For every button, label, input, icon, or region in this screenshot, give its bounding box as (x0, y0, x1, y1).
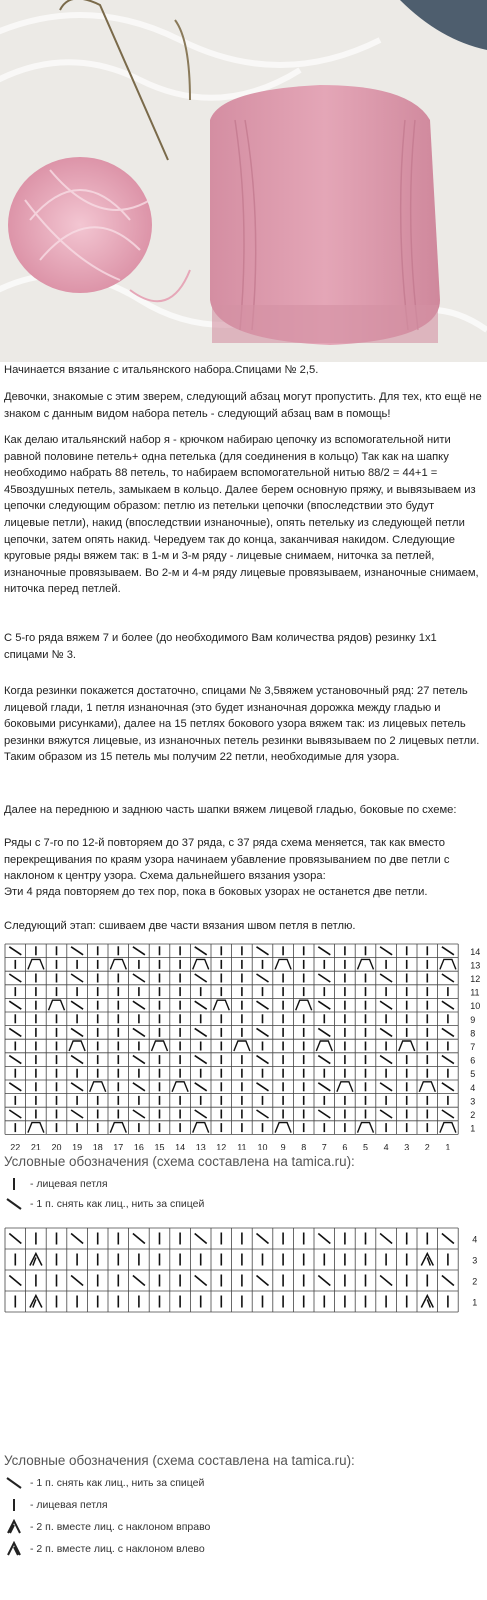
cross-stitch-mark (110, 959, 126, 969)
slip-stitch-mark (133, 1028, 145, 1036)
col-label: 8 (301, 1142, 307, 1150)
slip-stitch-mark (71, 1056, 83, 1064)
knit-stitch-icon (4, 1176, 24, 1192)
knitting-chart-main (0, 940, 487, 1150)
slip-stitch-mark (442, 1110, 454, 1118)
row-label: 4 (470, 1082, 476, 1093)
slip-stitch-mark (71, 1083, 83, 1091)
slip-stitch-mark (9, 1276, 21, 1286)
cross-stitch-mark (440, 1123, 456, 1133)
cross-stitch-mark (172, 1082, 188, 1092)
row-label: 4 (472, 1234, 478, 1245)
row-label: 8 (470, 1028, 476, 1039)
legend-label: - 2 п. вместе лиц. с наклоном влево (30, 1543, 205, 1555)
slip-stitch-mark (380, 947, 392, 955)
slip-stitch-mark (318, 1056, 330, 1064)
col-label: 22 (10, 1142, 21, 1150)
col-label: 18 (92, 1142, 103, 1150)
slip-stitch-mark (442, 1028, 454, 1036)
cross-stitch-mark (337, 1082, 353, 1092)
k2tog-mark (30, 1296, 42, 1308)
slip-stitch-mark (257, 1001, 269, 1009)
slip-stitch-mark (318, 947, 330, 955)
legend-label: - лицевая петля (30, 1499, 108, 1511)
legend-item-k2tog-left (4, 1541, 205, 1557)
legend-label: - 2 п. вместе лиц. с наклоном вправо (30, 1521, 211, 1533)
knitting-chart-decrease (0, 1222, 487, 1322)
slip-stitch-mark (71, 1276, 83, 1286)
row-label: 3 (472, 1255, 478, 1266)
col-label: 5 (362, 1142, 369, 1150)
cross-stitch-mark (234, 1041, 250, 1051)
slip-stitch-mark (442, 947, 454, 955)
slip-stitch-mark (318, 1276, 330, 1286)
col-label: 17 (113, 1142, 124, 1150)
slip-stitch-mark (195, 1083, 207, 1091)
paragraph-italian-cast-on: Как делаю итальянский набор я - крючком набираю цепочку из вспомогательной нити равной половине петель+ одна петелька (для соединения в кольцо) Так как на шапку необходимо набрать 88 петель, то набираем вспомогательной нитью 88/2 = 44+1 = 45воздушных петель, замыкаем в кольцо. Далее берем основную пряжу, и вывязываем из цепочки следующим образом: петлю из петельки цепочки (впоследствии это будут лицевые петли), накид (впоследствии изнаночные), опять петельку из следующей петли цепочки, затем опять накид. Чередуем так до конца, заканчивая накидом. Следующие круговые ряды вяжем так: в 1-м и 3-м ряду - лицевые снимаем, ниточка за петлей, изнаночные провязываем. Во 2-м и 4-м ряду лицевые провязываем, изнаночные снимаем, ниточка перед петлей. (4, 434, 479, 596)
slip-stitch-mark (133, 1083, 145, 1091)
col-label: 15 (154, 1142, 165, 1150)
slip-stitch-mark (257, 1083, 269, 1091)
slip-stitch-mark (257, 1110, 269, 1118)
slip-stitch-mark (195, 1276, 207, 1286)
k2tog-left-icon (4, 1541, 24, 1557)
slip-stitch-mark (71, 1001, 83, 1009)
paragraph-repeat: Эти 4 ряда повторяем до тех пор, пока в боковых узорах не останется две петли. (4, 886, 428, 898)
row-label: 3 (470, 1096, 476, 1107)
slip-stitch-mark (133, 1110, 145, 1118)
col-label: 2 (424, 1142, 430, 1150)
slip-stitch-mark (71, 974, 83, 982)
paragraph-next-step: Следующий этап: сшиваем две части вязания швом петля в петлю. (4, 920, 356, 932)
slip-stitch-mark (133, 1001, 145, 1009)
row-label: 5 (470, 1069, 476, 1080)
cross-stitch-mark (28, 959, 44, 969)
cross-stitch-mark (49, 1000, 65, 1010)
slip-stitch-icon (4, 1475, 24, 1491)
legend-item-slip (4, 1196, 204, 1212)
slip-stitch-mark (380, 1234, 392, 1244)
row-label: 2 (470, 1110, 476, 1120)
paragraph-note: Девочки, знакомые с этим зверем, следующий абзац могут пропустить. Для тех, кто ещё не знаком с данным видом набора петель - следующий абзац вам в помощь! (4, 391, 482, 420)
slip-stitch-mark (318, 1234, 330, 1244)
cross-stitch-mark (275, 959, 291, 969)
row-label: 1 (470, 1123, 476, 1134)
row-label: 9 (470, 1014, 476, 1025)
slip-stitch-mark (9, 1083, 21, 1091)
legend-label: - лицевая петля (30, 1178, 108, 1190)
col-label: 10 (257, 1142, 268, 1150)
row-label: 1 (472, 1297, 478, 1308)
paragraph-intro: Начинается вязание с итальянского набора.Спицами № 2,5. (4, 364, 319, 376)
slip-stitch-mark (195, 1001, 207, 1009)
legend-label: - 1 п. снять как лиц., нить за спицей (30, 1477, 205, 1489)
paragraph-scheme-intro: Далее на переднюю и заднюю часть шапки вяжем лицевой гладью, боковые по схеме: (4, 804, 457, 816)
slip-stitch-mark (257, 947, 269, 955)
cross-stitch-mark (110, 1123, 126, 1133)
slip-stitch-mark (380, 1056, 392, 1064)
slip-stitch-mark (380, 1028, 392, 1036)
slip-stitch-mark (318, 974, 330, 982)
slip-stitch-mark (195, 1056, 207, 1064)
chart-grid (5, 1228, 458, 1312)
slip-stitch-mark (318, 1001, 330, 1009)
col-label: 7 (321, 1142, 327, 1150)
slip-stitch-mark (9, 974, 21, 982)
row-label: 2 (472, 1276, 478, 1287)
col-label: 4 (383, 1142, 389, 1150)
slip-stitch-mark (71, 1028, 83, 1036)
slip-stitch-mark (380, 1001, 392, 1009)
chart-grid (5, 944, 458, 1134)
slip-stitch-icon (4, 1196, 24, 1212)
k2tog-mark (421, 1254, 433, 1266)
slip-stitch-mark (9, 1028, 21, 1036)
col-label: 13 (195, 1142, 206, 1150)
cross-stitch-mark (213, 1000, 229, 1010)
slip-stitch-mark (133, 947, 145, 955)
slip-stitch-mark (257, 1028, 269, 1036)
legend-title-2: Условные обозначения (схема составлена на tamica.ru): (4, 1453, 355, 1468)
slip-stitch-mark (9, 1110, 21, 1118)
slip-stitch-mark (133, 974, 145, 982)
slip-stitch-mark (9, 1001, 21, 1009)
slip-stitch-mark (442, 1056, 454, 1064)
hat-photo (0, 0, 487, 362)
col-label: 1 (445, 1142, 451, 1150)
slip-stitch-mark (9, 947, 21, 955)
row-label: 6 (470, 1055, 476, 1066)
slip-stitch-mark (380, 974, 392, 982)
k2tog-mark (421, 1296, 433, 1308)
slip-stitch-mark (71, 947, 83, 955)
legend-title: Условные обозначения (схема составлена на tamica.ru): (4, 1154, 355, 1169)
legend-item-slip (4, 1475, 204, 1491)
cross-stitch-mark (296, 1000, 312, 1010)
col-label: 9 (280, 1142, 286, 1150)
legend-item-k2tog-right (4, 1519, 210, 1535)
col-label: 14 (175, 1142, 186, 1150)
cross-stitch-mark (399, 1041, 415, 1051)
legend-label: - 1 п. снять как лиц., нить за спицей (30, 1198, 205, 1210)
row-label: 12 (470, 974, 481, 984)
slip-stitch-mark (9, 1056, 21, 1064)
slip-stitch-mark (442, 1276, 454, 1286)
col-label: 19 (72, 1142, 83, 1150)
k2tog-right-icon (4, 1519, 24, 1535)
cross-stitch-mark (193, 1123, 209, 1133)
legend-item-knit (4, 1497, 108, 1513)
slip-stitch-mark (71, 1234, 83, 1244)
legend-item-knit (4, 1176, 108, 1192)
cross-stitch-mark (358, 959, 374, 969)
slip-stitch-mark (442, 1001, 454, 1009)
col-label: 11 (237, 1142, 247, 1150)
slip-stitch-mark (257, 974, 269, 982)
knit-stitch-icon (4, 1497, 24, 1513)
row-label: 14 (470, 946, 481, 957)
slip-stitch-mark (133, 1056, 145, 1064)
k2tog-mark (30, 1254, 42, 1266)
paragraph-ribbing: С 5-го ряда вяжем 7 и более (до необходимого Вам количества рядов) резинку 1х1 спицами № 3. (4, 632, 437, 661)
paragraph-setup-row: Когда резинки покажется достаточно, спицами № 3,5вяжем установочный ряд: 27 петель лицевой глади, 1 петля изнаночная (это будет изнаночная дорожка между гладью и боковыми рисунками), далее на 15 петлях бокового узора вяжем так: из лицевых петель резинки вяжутся лицевые, из изнаночных петель резинки вывязываем по 2 лицевых петли. Таким образом из 15 петель мы получим 22 петли, необходимые для узора. (4, 685, 480, 764)
slip-stitch-mark (257, 1234, 269, 1244)
cross-stitch-mark (440, 959, 456, 969)
cross-stitch-mark (193, 959, 209, 969)
slip-stitch-mark (195, 1234, 207, 1244)
paragraph-decrease: Ряды с 7-го по 12-й повторяем до 37 ряда, с 37 ряда схема меняется, так как вместо перекрещивания по краям узора начинаем убавление провязыванием по две петли с наклоном к центру узора. Схема дальнейшего вязания узора: (4, 837, 450, 883)
row-label: 10 (470, 1001, 481, 1012)
row-label: 11 (470, 987, 480, 998)
slip-stitch-mark (380, 1083, 392, 1091)
slip-stitch-mark (318, 1110, 330, 1118)
col-label: 20 (51, 1142, 62, 1150)
slip-stitch-mark (442, 1234, 454, 1244)
cross-stitch-mark (275, 1123, 291, 1133)
cross-stitch-mark (90, 1082, 106, 1092)
slip-stitch-mark (195, 1028, 207, 1036)
col-label: 21 (30, 1142, 41, 1150)
slip-stitch-mark (257, 1276, 269, 1286)
slip-stitch-mark (133, 1276, 145, 1286)
slip-stitch-mark (318, 1083, 330, 1091)
slip-stitch-mark (442, 1083, 454, 1091)
slip-stitch-mark (380, 1276, 392, 1286)
col-label: 12 (216, 1142, 227, 1150)
slip-stitch-mark (442, 974, 454, 982)
cross-stitch-mark (316, 1041, 332, 1051)
slip-stitch-mark (9, 1234, 21, 1244)
slip-stitch-mark (133, 1234, 145, 1244)
slip-stitch-mark (380, 1110, 392, 1118)
col-label: 3 (404, 1142, 410, 1150)
slip-stitch-mark (195, 974, 207, 982)
cross-stitch-mark (152, 1041, 168, 1051)
cross-stitch-mark (419, 1082, 435, 1092)
row-label: 7 (470, 1042, 476, 1052)
cross-stitch-mark (358, 1123, 374, 1133)
row-label: 13 (470, 960, 481, 971)
col-label: 16 (133, 1142, 144, 1150)
slip-stitch-mark (71, 1110, 83, 1118)
cross-stitch-mark (69, 1041, 85, 1051)
slip-stitch-mark (257, 1056, 269, 1064)
slip-stitch-mark (195, 1110, 207, 1118)
slip-stitch-mark (318, 1028, 330, 1036)
col-label: 6 (342, 1142, 348, 1150)
slip-stitch-mark (195, 947, 207, 955)
cross-stitch-mark (28, 1123, 44, 1133)
